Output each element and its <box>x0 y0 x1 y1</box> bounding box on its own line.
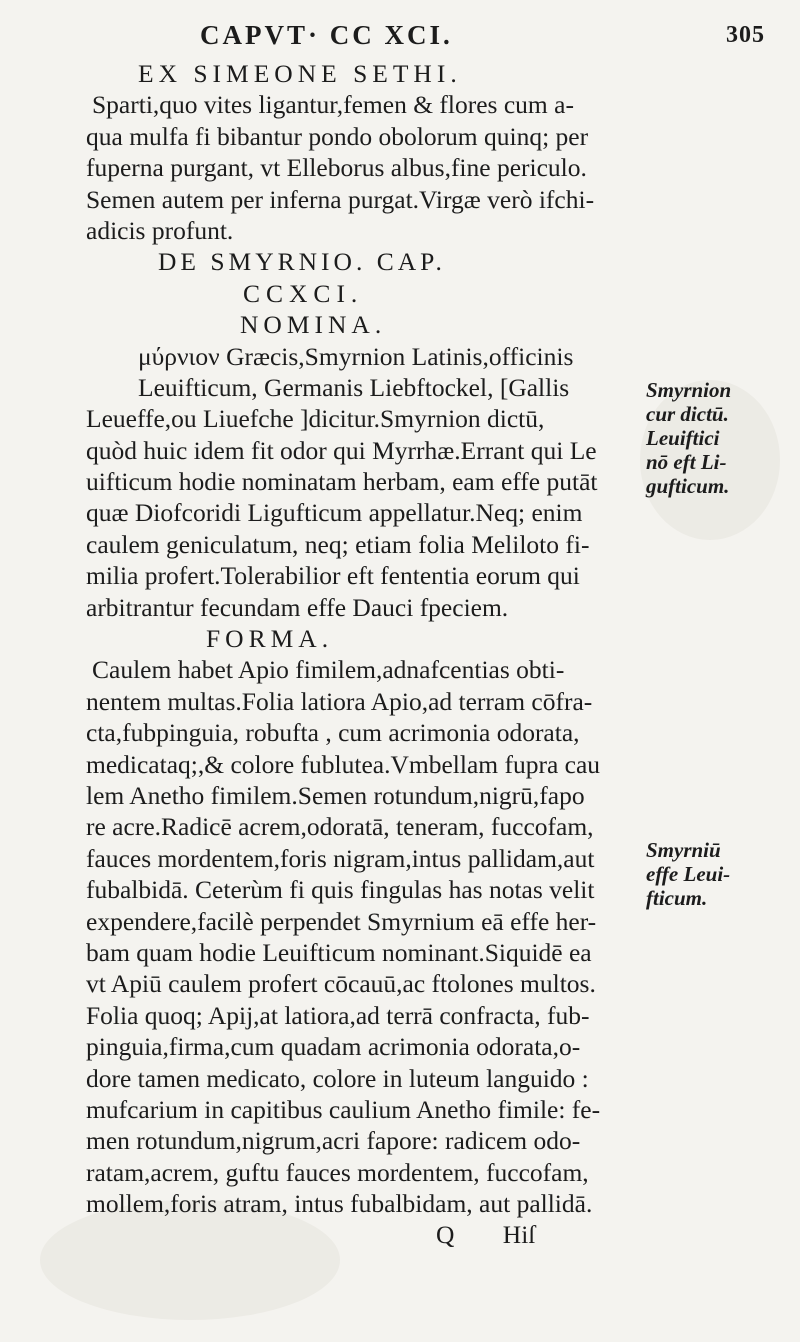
text-line: medicataq;,& colore fublutea.Vmbellam fupra cau <box>86 749 601 779</box>
margin-note-line: nō eft Li- <box>646 450 727 474</box>
margin-note-line: cur dictū. <box>646 402 729 426</box>
text-line: Caulem habet Apio fimilem,adnafcentias obti- <box>92 655 565 685</box>
text-line: quòd huic idem fit odor qui Myrrhæ.Errant qui Le <box>86 435 597 465</box>
text-line: Semen autem per inferna purgat.Virgæ verò ifchi- <box>86 184 595 214</box>
main-text-block <box>86 58 638 1251</box>
text-line: fubalbidā. Ceterùm fi quis fingulas has notas velit <box>86 875 595 905</box>
text-line: re acre.Radicē acrem,odoratā, teneram, fuccofam, <box>86 812 594 842</box>
margin-note-line: effe Leui- <box>646 862 731 886</box>
text-line: dore tamen medicato, colore in luteum languido : <box>86 1063 589 1093</box>
text-line: caulem geniculatum, neq; etiam folia Meliloto fi- <box>86 529 590 559</box>
text-line: fuperna purgant, vt Elleborus albus,fine periculo. <box>86 153 587 183</box>
text-line: Leueffe,ou Liuefche ]dicitur.Smyrnion dictū, <box>86 404 545 434</box>
text-line: qua mulfa fi bibantur pondo obolorum quinq; per <box>86 121 589 151</box>
margin-note-smyrnion <box>646 378 731 498</box>
margin-note-line: fticum. <box>646 886 708 910</box>
text-line: ratam,acrem, guftu fauces mordentem, fuccofam, <box>86 1157 589 1187</box>
margin-note-line: Leuiftici <box>646 426 720 450</box>
text-line: nentem multas.Folia latiora Apio,ad terram cōfra- <box>86 686 593 716</box>
text-line: Leuifticum, Germanis Liebftockel, [Gallis <box>138 372 570 402</box>
text-line: men rotundum,nigrum,acri fapore: radicem odo- <box>86 1126 581 1156</box>
text-line: pinguia,firma,cum quadam acrimonia odorata,o- <box>86 1032 581 1062</box>
text-line: lem Anetho fimilem.Semen rotundum,nigrū,fapo <box>86 780 585 810</box>
margin-note-line: gufticum. <box>646 474 730 498</box>
text-line: mollem,foris atram, intus fubalbidam, aut pallidā. <box>86 1189 593 1219</box>
text-line: Sparti,quo vites ligantur,femen & flores cum a- <box>92 90 574 120</box>
nomina-heading: NOMINA. <box>240 310 387 340</box>
text-line: expendere,facilè perpendet Smyrnium eā effe her- <box>86 906 597 936</box>
chapter-number: CCXCI. <box>243 278 364 308</box>
text-line: bam quam hodie Leuifticum nominant.Siquidē ea <box>86 937 592 967</box>
text-line: uifticum hodie nominatam herbam, eam effe putāt <box>86 467 598 497</box>
catchword: Q Hiſ <box>436 1220 536 1250</box>
section-heading: EX SIMEONE SETHI. <box>138 59 462 88</box>
forma-heading: FORMA. <box>206 624 334 654</box>
text-line: quæ Diofcoridi Ligufticum appellatur.Neq; enim <box>86 498 583 528</box>
text-line: vt Apiū caulem profert cōcauū,ac ftolones multos. <box>86 969 596 999</box>
text-line: Folia quoq; Apij,at latiora,ad terrā confracta, fub- <box>86 1000 590 1030</box>
margin-note-leuisticum <box>646 838 730 910</box>
text-line: adicis profunt. <box>86 215 234 245</box>
text-line: μύρνιον Græcis,Smyrnion Latinis,officinis <box>138 341 574 371</box>
text-line: fauces mordentem,foris nigram,intus pallidam,aut <box>86 843 595 873</box>
running-title: CAPVT· CC XCI. <box>200 20 453 50</box>
margin-note-line: Smyrniū <box>646 838 721 862</box>
margin-note-line: Smyrnion <box>646 378 732 402</box>
chapter-heading: DE SMYRNIO. CAP. <box>158 247 446 277</box>
running-header <box>0 20 800 56</box>
text-line: mufcarium in capitibus caulium Anetho fimile: fe- <box>86 1094 601 1124</box>
text-line: cta,fubpinguia, robufta , cum acrimonia odorata, <box>86 718 580 748</box>
text-line: arbitrantur fecundam effe Dauci fpeciem. <box>86 592 509 622</box>
page-number: 305 <box>726 22 765 48</box>
text-line: milia profert.Tolerabilior eft fententia eorum qui <box>86 561 580 591</box>
